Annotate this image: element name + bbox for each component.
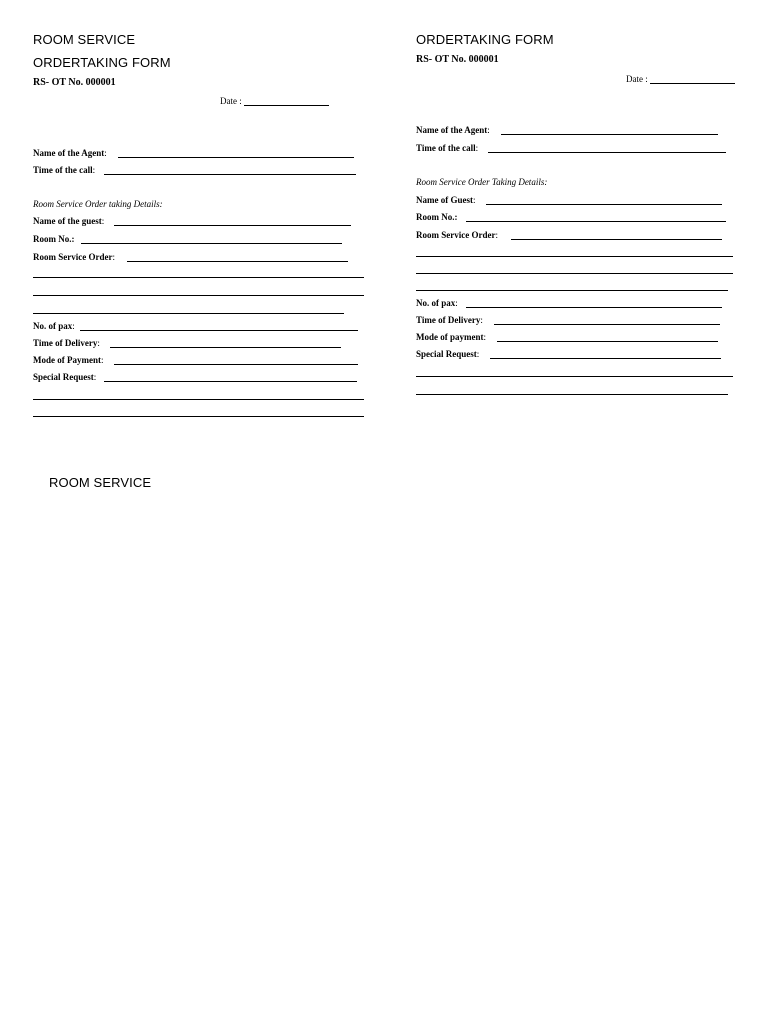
right-call-label: Time of the call: [416, 143, 479, 153]
right-room-line[interactable] [466, 221, 726, 222]
right-order-line[interactable] [511, 239, 722, 240]
left-date-label: Date : [220, 96, 242, 106]
left-order-label: Room Service Order: [33, 252, 115, 262]
right-date-label: Date : [626, 74, 648, 84]
right-call-line[interactable] [488, 152, 726, 153]
right-delivery-label: Time of Delivery: [416, 315, 483, 325]
left-guest-label: Name of the guest: [33, 216, 105, 226]
bottom-heading-room-service: ROOM SERVICE [49, 475, 152, 490]
left-request-line[interactable] [104, 381, 357, 382]
right-request-line-2[interactable] [416, 376, 733, 377]
right-agent-line[interactable] [501, 134, 718, 135]
left-agent-line[interactable] [118, 157, 354, 158]
left-date-line[interactable] [244, 105, 329, 106]
right-guest-line[interactable] [486, 204, 722, 205]
left-payment-label: Mode of Payment: [33, 355, 104, 365]
left-form-number: RS- OT No. 000001 [33, 77, 116, 88]
left-delivery-label: Time of Delivery: [33, 338, 100, 348]
right-form-number: RS- OT No. 000001 [416, 54, 499, 65]
right-pax-line[interactable] [466, 307, 722, 308]
left-payment-line[interactable] [114, 364, 358, 365]
left-heading-ordertaking-form: ORDERTAKING FORM [33, 55, 171, 70]
left-call-line[interactable] [104, 174, 356, 175]
right-request-line[interactable] [490, 358, 721, 359]
right-delivery-line[interactable] [494, 324, 720, 325]
right-payment-line[interactable] [497, 341, 718, 342]
left-room-line[interactable] [81, 243, 342, 244]
right-guest-label: Name of Guest: [416, 195, 476, 205]
left-pax-line[interactable] [80, 330, 358, 331]
left-delivery-line[interactable] [110, 347, 341, 348]
left-request-line-3[interactable] [33, 416, 364, 417]
left-pax-label: No. of pax: [33, 321, 75, 331]
left-order-line[interactable] [127, 261, 348, 262]
left-call-label: Time of the call: [33, 165, 96, 175]
right-date-line[interactable] [650, 83, 735, 84]
left-request-label: Special Request: [33, 372, 97, 382]
left-heading-room-service: ROOM SERVICE [33, 32, 136, 47]
left-agent-label: Name of the Agent: [33, 148, 107, 158]
right-request-line-3[interactable] [416, 394, 728, 395]
left-order-line-3[interactable] [33, 295, 364, 296]
right-order-line-3[interactable] [416, 273, 733, 274]
right-order-line-2[interactable] [416, 256, 733, 257]
right-order-label: Room Service Order: [416, 230, 498, 240]
right-payment-label: Mode of payment: [416, 332, 487, 342]
left-order-line-2[interactable] [33, 277, 364, 278]
left-guest-line[interactable] [114, 225, 351, 226]
left-section-title: Room Service Order taking Details: [33, 199, 163, 209]
left-order-line-4[interactable] [33, 313, 344, 314]
right-room-label: Room No.: [416, 212, 458, 222]
right-heading-ordertaking-form: ORDERTAKING FORM [416, 32, 554, 47]
left-room-label: Room No.: [33, 234, 75, 244]
right-order-line-4[interactable] [416, 290, 728, 291]
right-agent-label: Name of the Agent: [416, 125, 490, 135]
right-request-label: Special Request: [416, 349, 480, 359]
left-request-line-2[interactable] [33, 399, 364, 400]
right-pax-label: No. of pax: [416, 298, 458, 308]
right-section-title: Room Service Order Taking Details: [416, 177, 548, 187]
